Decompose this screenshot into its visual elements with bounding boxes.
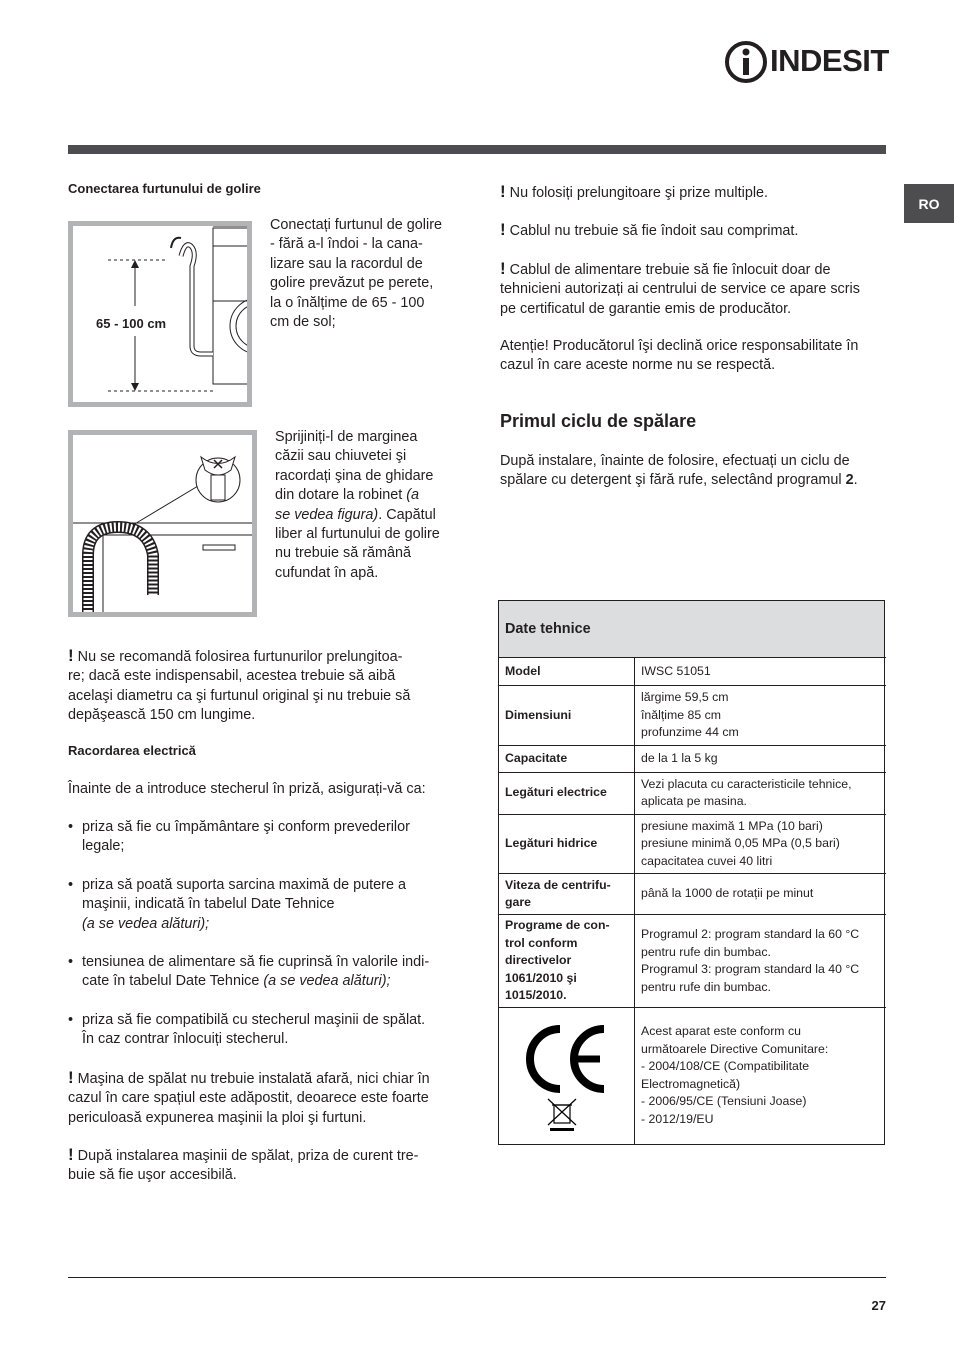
table-row: Model IWSC 51051 [499, 658, 886, 686]
tech-data-table [498, 600, 885, 1145]
tub-instructions: Sprijiniți-l de marginea căzii sau chiuvetei şi racordați şina de ghidare din dotare la robinet (a se vedea figura). Capătul liber al furtunului de golire nu trebuie să rămână cufundat în apă. [275, 429, 440, 581]
table-row: Capacitate de la 1 la 5 kg [499, 745, 886, 772]
tech-data-rows [499, 657, 886, 1144]
list-item: • priza să poată suporta sarcina maximă de putere a maşinii, indicată în tabelul Date Tehnice (a se vedea alături); [68, 876, 406, 932]
top-rule [68, 145, 886, 154]
table-row: Dimensiuni lărgime 59,5 cm înălțime 85 cm profunzime 44 cm [499, 686, 886, 746]
table-row: Acest aparat este conform cu următoarele Directive Comunitare: - 2004/108/CE (Compatibilitate Electromagnetică) - 2006/95/CE (Tensiuni Joase) - 2012/19/EU [499, 1008, 886, 1144]
liability-notice: Atenție! Producătorul îşi declină orice responsabilitate în cazul în care aceste norme nu se respectă. [500, 338, 859, 374]
bottom-rule [68, 1277, 886, 1278]
tub-guide-illustration [73, 435, 252, 612]
electrical-requirements [68, 818, 468, 1069]
height-range-label: 65 - 100 cm [96, 316, 167, 331]
electrical-intro: Înainte de a introduce stecherul în priză, asigurați-vă ca: [68, 781, 426, 797]
weee-bin-icon [548, 1099, 576, 1131]
warning-mark: ! [68, 646, 74, 665]
page-number: 27 [871, 1298, 886, 1313]
list-item: • tensiunea de alimentare să fie cuprinsă în valorile indi- cate în tabelul Date Tehnice (a se vedea alături); [68, 954, 430, 990]
no-extension-warning: ! Nu folosiți prelungitoare şi prize multiple. [500, 182, 769, 201]
table-row: Legături hidrice presiune maximă 1 MPa (10 bari) presiune minimă 0,05 MPa (0,5 bari) capacitatea cuvei 40 litri [499, 814, 886, 874]
drain-instructions: Conectați furtunul de golire - fără a-l îndoi - la cana- lizare sau la racordul de golire prevăzut pe perete, la o înălțime de 65 - 100 cm de sol; [270, 217, 442, 331]
hose-extension-warning: ! Nu se recomandă folosirea furtunurilor prelungitoa- re; dacă este indispensabil, acestea trebuie să aibă acelaşi diametru ca şi furtunul original şi nu trebuie să depăşească 150 cm lungime. [68, 646, 411, 724]
language-tab: RO [904, 184, 954, 223]
ce-mark-icon [522, 1013, 612, 1133]
first-cycle-title: Primul ciclu de spălare [500, 411, 697, 431]
socket-access-warning: ! După instalarea maşinii de spălat, priza de curent tre- buie să fie uşor accesibilă. [68, 1145, 419, 1184]
list-item: • priza să fie cu împământare şi conform prevederilor legale; [68, 819, 410, 855]
cable-replace-warning: ! Cablul de alimentare trebuie să fie înlocuit doar de tehnicieni autorizați ai centrului de service ce apare scris pe certificatul de garantie emis de producător. [500, 259, 860, 317]
outdoor-warning: ! Maşina de spălat nu trebuie instalată afară, nici chiar în cazul în care spațiul este adăpostit, deoarece este foarte periculoasă expunerea maşinii la ploi şi furtuni. [68, 1068, 430, 1126]
brand-name: INDESIT [770, 43, 889, 78]
first-cycle-text: După instalare, înainte de folosire, efectuați un ciclu de spălare cu detergent şi fără rufe, selectând programul 2. [500, 453, 858, 489]
electrical-heading: Racordarea electrică [68, 743, 196, 758]
table-row: Legături electrice Vezi placuta cu caracteristicile tehnice, aplicata pe masina. [499, 772, 886, 814]
drain-height-figure [68, 221, 252, 407]
drain-heading: Conectarea furtunului de golire [68, 181, 261, 196]
indesit-logo [724, 40, 889, 84]
tub-guide-figure [68, 430, 257, 617]
tech-data-title: Date tehnice [499, 601, 884, 657]
list-item: • priza să fie compatibilă cu stecherul maşinii de spălat. În caz contrar înlocuiți stecherul. [68, 1011, 426, 1048]
cable-bend-warning: ! Cablul nu trebuie să fie îndoit sau comprimat. [500, 220, 799, 239]
table-row: Programe de con- trol conform directivelor 1061/2010 şi 1015/2010. Programul 2: program standard la 60 °C pentru rufe din bumbac. Programul 3: program standard la 40 °C pentru rufe din bumbac. [499, 915, 886, 1008]
drain-height-illustration [73, 226, 247, 402]
table-row: Viteza de centrifu- gare până la 1000 de rotații pe minut [499, 874, 886, 915]
indesit-i-icon [724, 40, 768, 84]
